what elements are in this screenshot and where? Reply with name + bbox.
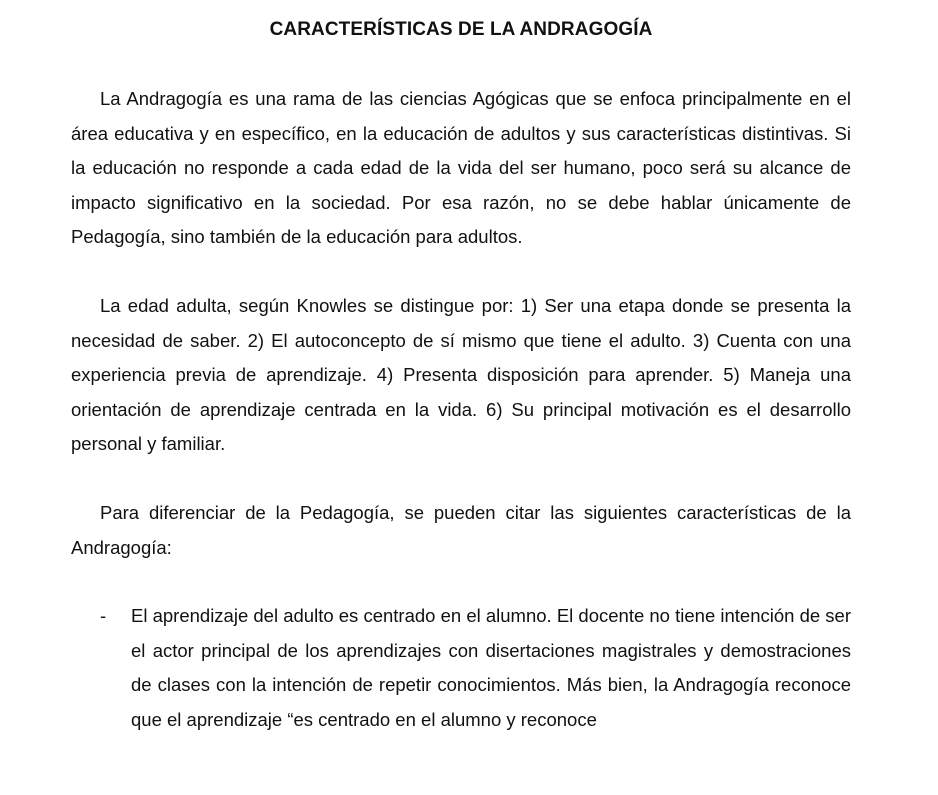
list-item-text: El aprendizaje del adulto es centrado en el alumno. El docente no tiene intención de ser el actor principal de los aprendizajes con disertaciones magistrales y demostraciones de clases con la intención de repetir conocimientos. Más bien, la Andragogía reconoce que el aprendizaje “es centrado en el alumno y reconoce — [131, 605, 851, 730]
page-title: CARACTERÍSTICAS DE LA ANDRAGOGÍA — [269, 19, 653, 40]
paragraph-knowles: La edad adulta, según Knowles se distingue por: 1) Ser una etapa donde se presenta la necesidad de saber. 2) El autoconcepto de sí mismo que tiene el adulto. 3) Cuenta con una experiencia previa de aprendizaje. 4) Presenta disposición para aprender. 5) Maneja una orientación de aprendizaje centrada en la vida. 6) Su principal motivación es el desarrollo personal y familiar. — [71, 295, 851, 455]
characteristics-list — [71, 599, 851, 737]
paragraph-intro: La Andragogía es una rama de las ciencias Agógicas que se enfoca principalmente en el área educativa y en específico, en la educación de adultos y sus características distintivas. Si la educación no responde a cada edad de la vida del ser humano, poco será su alcance de impacto significativo en la sociedad. Por esa razón, no se debe hablar únicamente de Pedagogía, sino también de la educación para adultos. — [71, 88, 851, 248]
paragraph-differentiate: Para diferenciar de la Pedagogía, se pueden citar las siguientes características de la Andragogía: — [71, 502, 851, 558]
bullet-marker: - — [100, 605, 107, 626]
list-item — [71, 599, 851, 737]
